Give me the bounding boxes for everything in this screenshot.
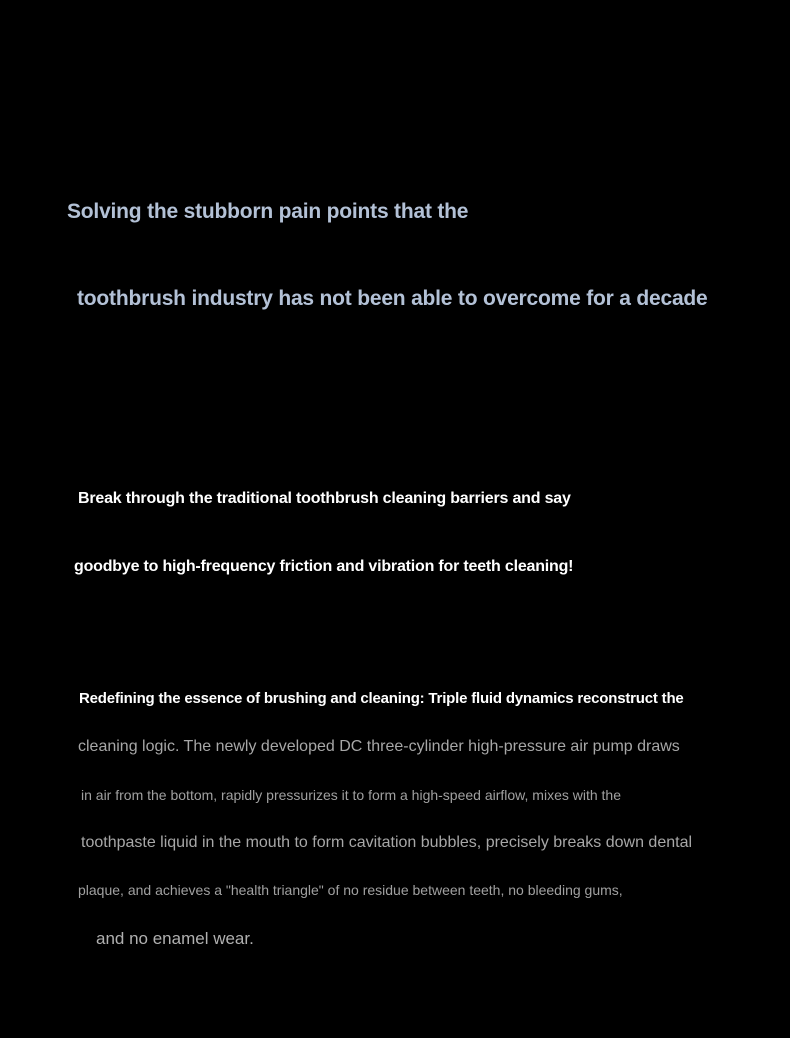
body-line-4: toothpaste liquid in the mouth to form cavitation bubbles, precisely breaks down dental: [81, 834, 693, 851]
body-line-3: in air from the bottom, rapidly pressurizes it to form a high-speed airflow, mixes with the: [81, 787, 621, 803]
body-line-1: Redefining the essence of brushing and cleaning: Triple fluid dynamics reconstruct the: [79, 690, 684, 707]
headline-line-2: toothbrush industry has not been able to overcome for a decade: [77, 287, 708, 310]
body-line-6: and no enamel wear.: [96, 929, 254, 948]
headline-line-1: Solving the stubborn pain points that the: [67, 200, 469, 223]
body-line-5: plaque, and achieves a "health triangle" of no residue between teeth, no bleeding gums,: [78, 882, 623, 898]
subheadline-line-1: Break through the traditional toothbrush cleaning barriers and say: [78, 490, 571, 507]
body-line-2: cleaning logic. The newly developed DC three-cylinder high-pressure air pump draws: [78, 738, 680, 755]
subheadline-line-2: goodbye to high-frequency friction and vibration for teeth cleaning!: [74, 558, 574, 575]
